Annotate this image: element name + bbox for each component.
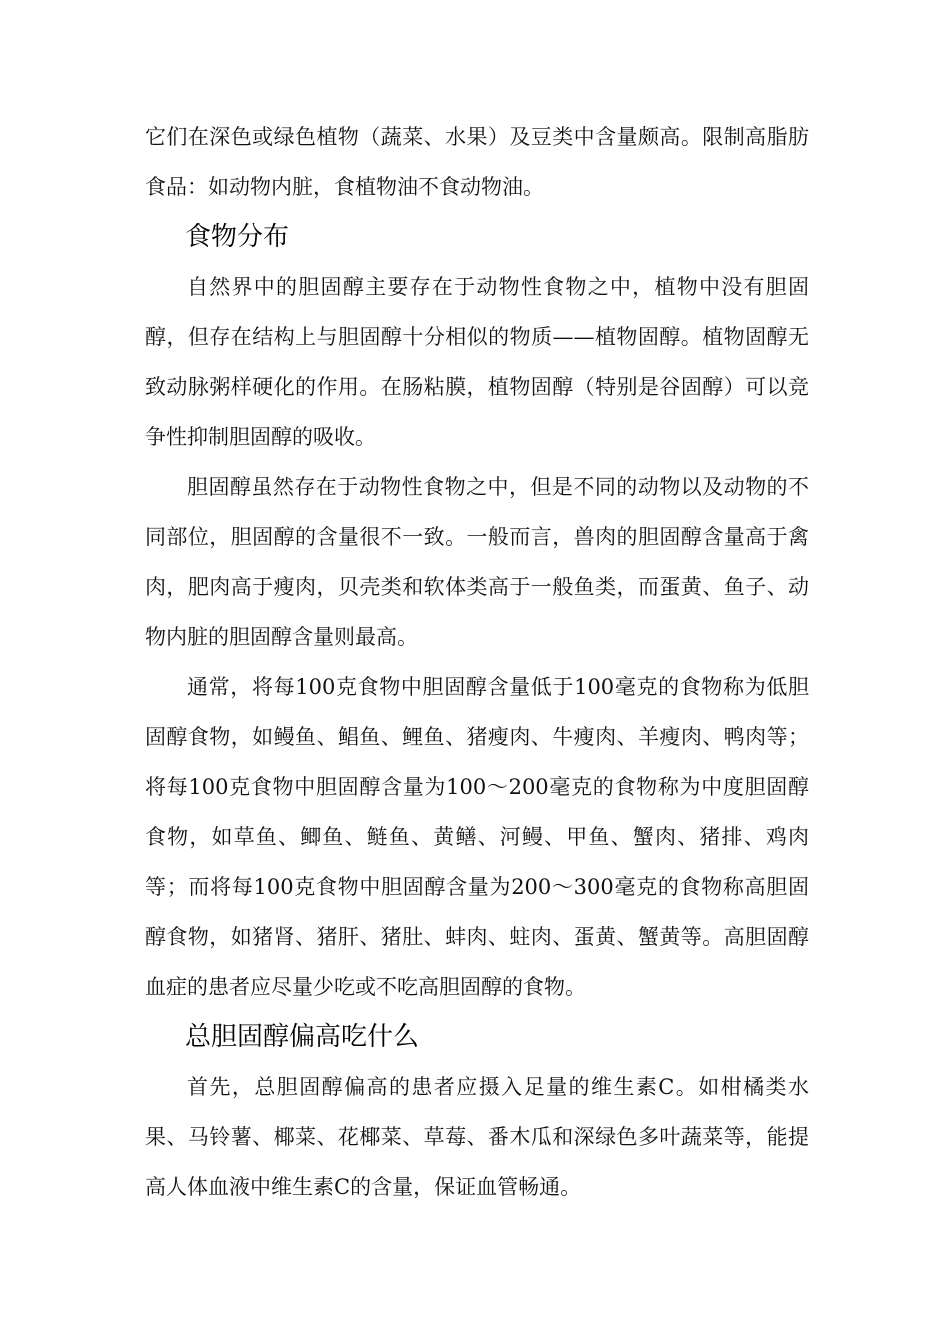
- paragraph-plant-sterol: 自然界中的胆固醇主要存在于动物性食物之中，植物中没有胆固醇，但存在结构上与胆固醇十分相似的物质——植物固醇。植物固醇无致动脉粥样硬化的作用。在肠粘膜，植物固醇（特别是谷固醇）可以竞争性抑制胆固醇的吸收。: [145, 275, 809, 449]
- section-heading-what-to-eat: 总胆固醇偏高吃什么: [185, 1022, 420, 1052]
- paragraph-cholesterol-levels: 通常，将每100克食物中胆固醇含量低于100毫克的食物称为低胆固醇食物，如鳗鱼、鲳鱼、鲤鱼、猪瘦肉、牛瘦肉、羊瘦肉、鸭肉等；将每100克食物中胆固醇含量为100～200毫克的食物称为中度胆固醇食物，如草鱼、鲫鱼、鲢鱼、黄鳝、河鳗、甲鱼、蟹肉、猪排、鸡肉等；而将每100克食物中胆固醇含量为200～300毫克的食物称高胆固醇食物，如猪肾、猪肝、猪肚、蚌肉、蛀肉、蛋黄、蟹黄等。高胆固醇血症的患者应尽量少吃或不吃高胆固醇的食物。: [145, 675, 809, 999]
- paragraph-vitamin-c: 首先，总胆固醇偏高的患者应摄入足量的维生素C。如柑橘类水果、马铃薯、椰菜、花椰菜、草莓、番木瓜和深绿色多叶蔬菜等，能提高人体血液中维生素C的含量，保证血管畅通。: [145, 1075, 809, 1199]
- section-heading-food-distribution: 食物分布: [185, 222, 290, 252]
- paragraph-intro: 它们在深色或绿色植物（蔬菜、水果）及豆类中含量颇高。限制高脂肪食品：如动物内脏，食植物油不食动物油。: [145, 125, 809, 199]
- paragraph-animal-parts: 胆固醇虽然存在于动物性食物之中，但是不同的动物以及动物的不同部位，胆固醇的含量很不一致。一般而言，兽肉的胆固醇含量高于禽肉，肥肉高于瘦肉，贝壳类和软体类高于一般鱼类，而蛋黄、鱼子、动物内脏的胆固醇含量则最高。: [145, 475, 809, 649]
- document-body: [145, 112, 809, 1212]
